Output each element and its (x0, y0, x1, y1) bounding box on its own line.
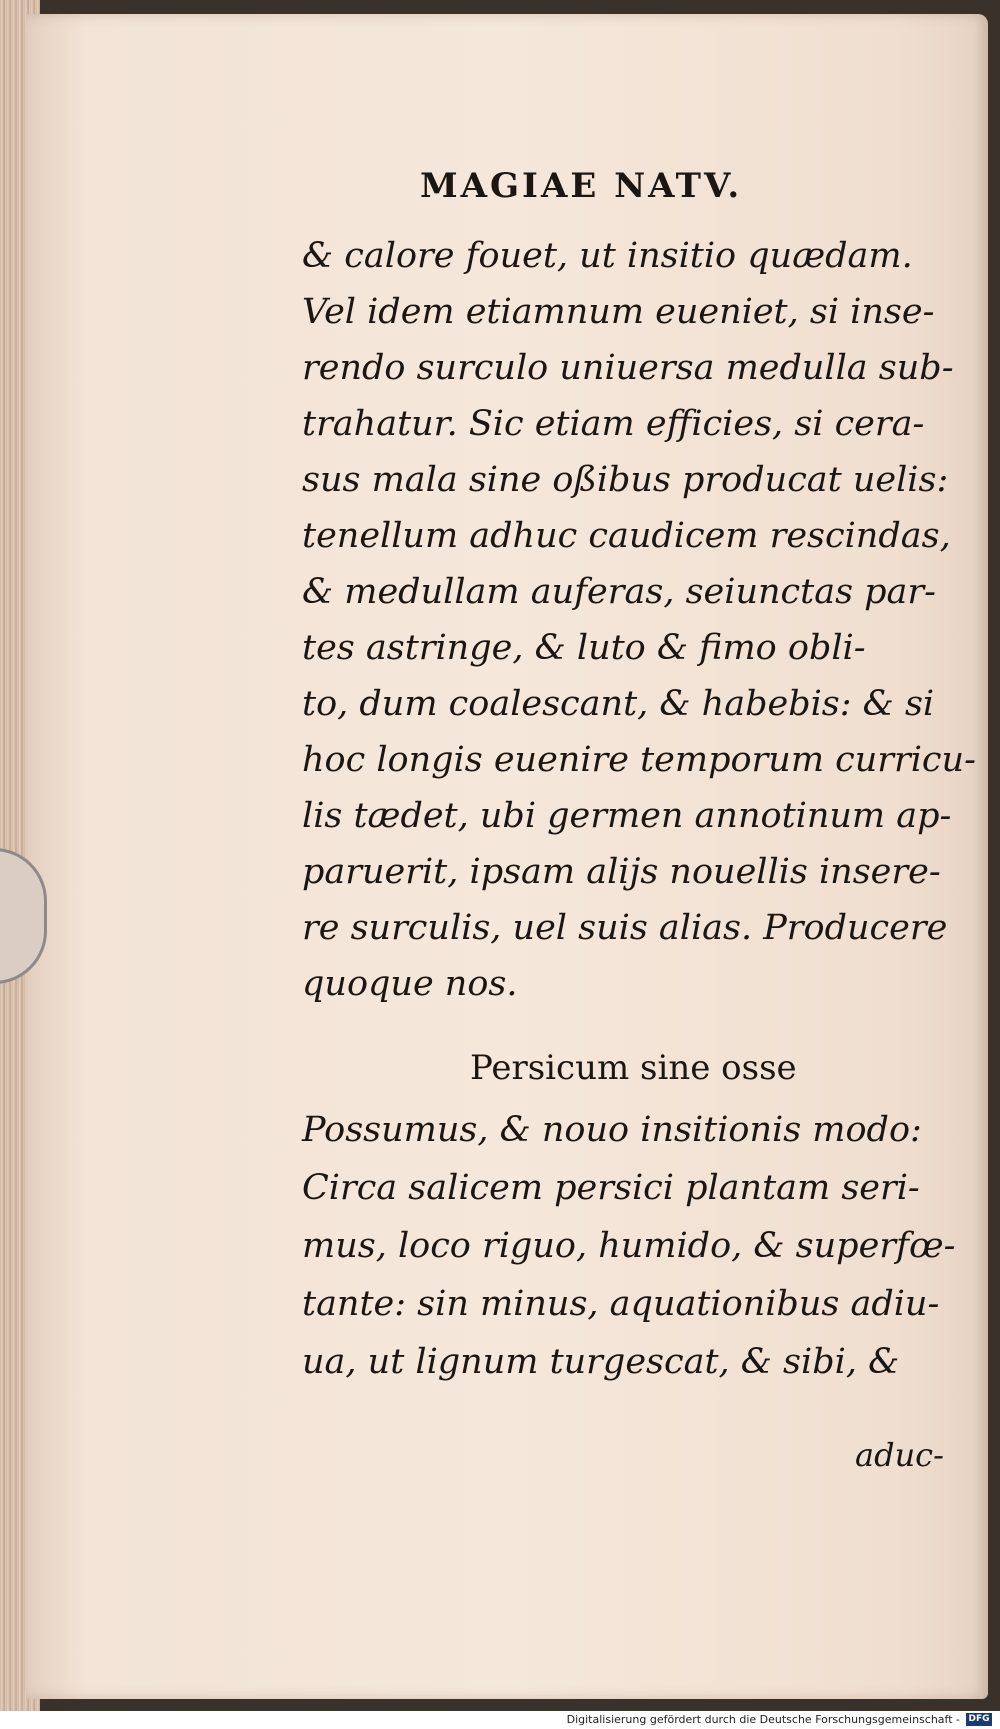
text-line: tenellum adhuc caudicem rescindas, (302, 516, 951, 556)
footer-credit: Digitalisierung gefördert durch die Deutsche Forschungsgemeinschaft - (566, 1713, 960, 1726)
text-line: Vel idem etiamnum eueniet, si inse- (302, 292, 935, 332)
text-line: to, dum coalescant, & habebis: & si (302, 684, 935, 724)
dfg-logo: DFG (966, 1713, 992, 1726)
section-heading: Persicum sine osse (470, 1048, 797, 1088)
text-line: Circa salicem persici plantam seri- (302, 1168, 920, 1208)
text-line: re surculis, uel suis alias. Producere (302, 908, 948, 948)
text-line: tante: sin minus, aquationibus adiu- (302, 1284, 940, 1324)
text-line: & medullam auferas, seiunctas par- (302, 572, 936, 612)
running-head: MAGIAE NATV. (420, 166, 743, 206)
text-line: rendo surculo uniuersa medulla sub- (302, 348, 954, 388)
text-line: hoc longis euenire temporum curricu- (302, 740, 976, 780)
catchword: aduc- (855, 1436, 944, 1474)
text-line: & calore fouet, ut insitio quædam. (302, 236, 913, 276)
text-line: mus, loco riguo, humido, & superfœ- (302, 1226, 956, 1266)
text-line: sus mala sine oßibus producat uelis: (302, 460, 949, 500)
text-line: lis tædet, ubi germen annotinum ap- (302, 796, 952, 836)
text-line: ua, ut lignum turgescat, & sibi, & (302, 1342, 900, 1382)
text-line: quoque nos. (302, 964, 518, 1004)
text-line: Possumus, & nouo insitionis modo: (302, 1110, 922, 1150)
text-line: trahatur. Sic etiam efficies, si cera- (302, 404, 925, 444)
text-line: paruerit, ipsam alijs nouellis insere- (302, 852, 941, 892)
text-line: tes astringe, & luto & fimo obli- (302, 628, 866, 668)
